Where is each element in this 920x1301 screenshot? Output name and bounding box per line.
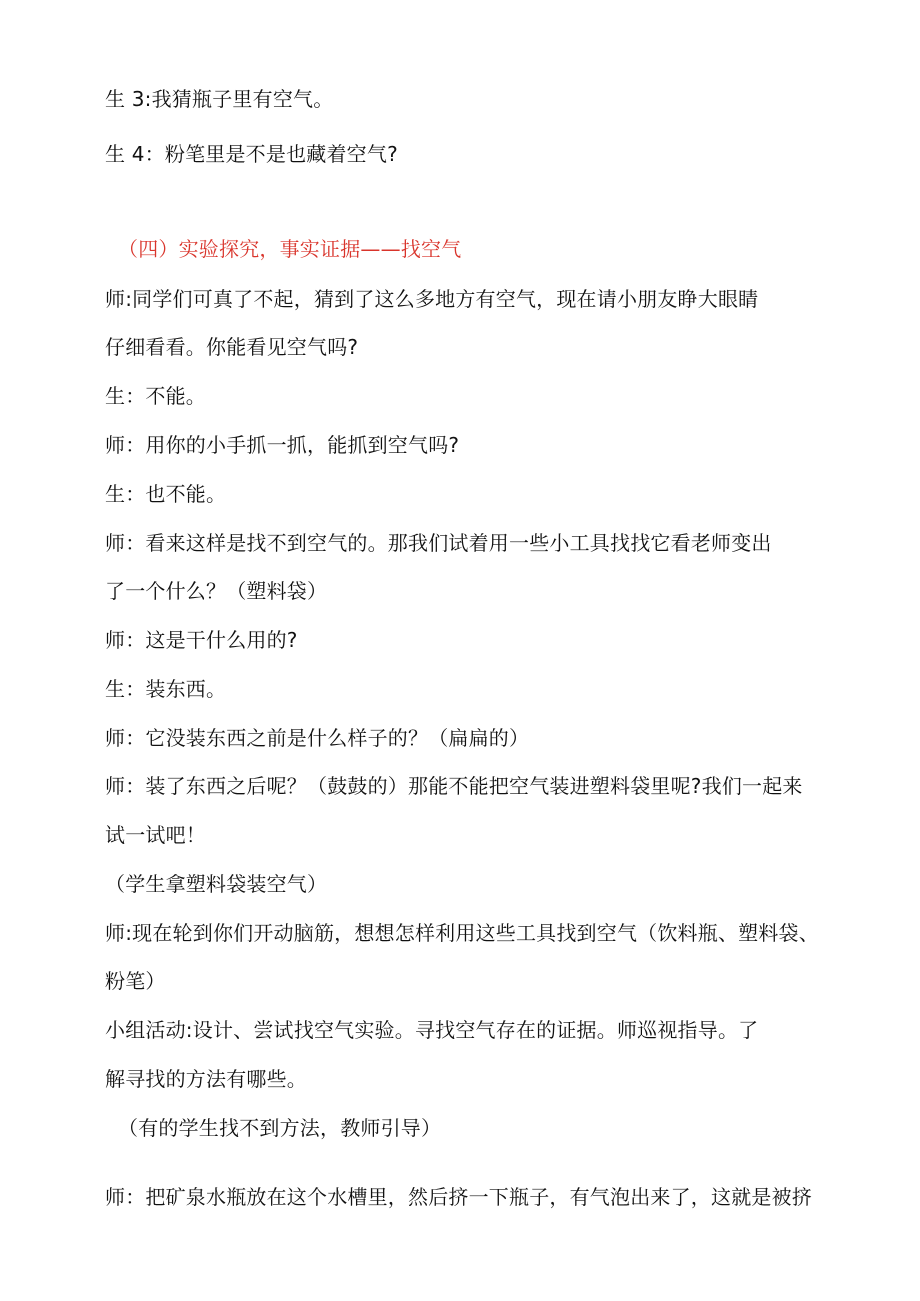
text-line: 生：也不能。 <box>105 482 227 506</box>
text-line: 解寻找的方法有哪些。 <box>105 1067 307 1091</box>
text-line: 师：这是干什么用的? <box>105 628 298 652</box>
text-line: 粉笔） <box>105 969 166 993</box>
text-line: 师:同学们可真了不起，猜到了这么多地方有空气，现在请小朋友睁大眼睛 <box>105 287 759 311</box>
text-line: 生 3:我猜瓶子里有空气。 <box>105 87 334 111</box>
text-line: 师：把矿泉水瓶放在这个水槽里，然后挤一下瓶子，有气泡出来了，这就是被挤 <box>105 1185 812 1209</box>
text-line: 师：它没装东西之前是什么样子的？（扁扁的） <box>105 726 530 750</box>
text-line: 师：用你的小手抓一抓，能抓到空气吗? <box>105 433 460 457</box>
section-heading: （四）实验探究，事实证据——找空气 <box>118 237 462 261</box>
text-line: （学生拿塑料袋装空气） <box>105 872 328 896</box>
text-line: 生 4：粉笔里是不是也藏着空气? <box>105 142 398 166</box>
text-line: 小组活动:设计、尝试找空气实验。寻找空气存在的证据。师巡视指导。了 <box>105 1018 759 1042</box>
text-line: 了一个什么？（塑料袋） <box>105 579 328 603</box>
text-line: 仔细看看。你能看见空气吗? <box>105 335 359 359</box>
text-line: 生：不能。 <box>105 384 206 408</box>
text-line: 师：装了东西之后呢？（鼓鼓的）那能不能把空气装进塑料袋里呢?我们一起来 <box>105 774 803 798</box>
text-line: （有的学生找不到方法，教师引导） <box>118 1116 442 1140</box>
text-line: 师:现在轮到你们开动脑筋，想想怎样利用这些工具找到空气（饮料瓶、塑料袋、 <box>105 921 819 945</box>
text-line: 师：看来这样是找不到空气的。那我们试着用一些小工具找找它看老师变出 <box>105 531 772 555</box>
text-line: 试一试吧！ <box>105 823 206 847</box>
text-line: 生：装东西。 <box>105 677 227 701</box>
